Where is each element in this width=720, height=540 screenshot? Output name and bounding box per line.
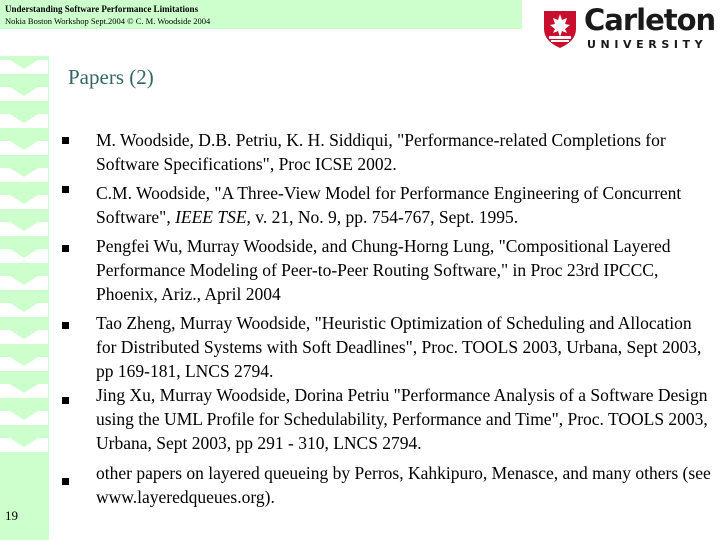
list-item — [62, 311, 714, 383]
bullet-icon — [62, 137, 69, 144]
slide-title: Papers (2) — [68, 65, 154, 89]
arrow-pattern — [0, 56, 49, 476]
list-item — [62, 181, 714, 229]
logo-name: Carleton — [584, 3, 716, 37]
list-item — [62, 461, 714, 509]
arrow-mark — [24, 276, 48, 290]
paper-text-before: C.M. Woodside, "A Three-View Model for Performance Engineering of Concurrent Software", — [96, 183, 682, 227]
bullet-icon — [62, 186, 69, 193]
arrow-mark — [24, 222, 48, 236]
logo-university: UNIVERSITY — [587, 38, 708, 51]
arrow-mark — [24, 60, 48, 74]
arrow-mark — [0, 195, 24, 209]
arrow-mark — [24, 168, 48, 182]
paper-text: other papers on layered queueing by Perros, Kahkipuro, Menasce, and many others (see www.layeredqueues.org). — [96, 463, 711, 507]
arrow-mark — [0, 168, 24, 182]
paper-list — [62, 128, 714, 514]
list-item — [62, 128, 714, 176]
arrow-mark — [24, 330, 48, 344]
header-subtitle: Nokia Boston Workshop Sept.2004 © C. M. Woodside 2004 — [5, 16, 211, 26]
arrow-mark — [0, 114, 24, 128]
shield-icon — [542, 9, 578, 49]
left-decoration-bar — [0, 56, 49, 540]
arrow-mark — [0, 87, 24, 101]
paper-text: Jing Xu, Murray Woodside, Dorina Petriu "Performance Analysis of a Software Design using the UML Profile for Schedulability, Performance and Time", Proc. TOOLS 2003, Urbana, Sept 2003, pp 291 - 310, LNCS 2794. — [96, 385, 708, 453]
arrow-mark — [24, 438, 48, 452]
arrow-mark — [0, 411, 24, 425]
arrow-mark — [0, 222, 24, 236]
paper-text: M. Woodside, D.B. Petriu, K. H. Siddiqui, "Performance-related Completions for Software Specifications", Proc ICSE 2002. — [96, 130, 666, 174]
arrow-mark — [24, 411, 48, 425]
header-band — [0, 0, 522, 29]
journal-name: IEEE TSE — [175, 207, 247, 227]
arrow-mark — [0, 141, 24, 155]
bullet-icon — [62, 322, 69, 329]
paper-text: Tao Zheng, Murray Woodside, "Heuristic Optimization of Scheduling and Allocation for Distributed Systems with Soft Deadlines", Proc. TOOLS 2003, Urbana, Sept 2003, pp 169-181, LNCS 2794. — [96, 313, 702, 381]
carleton-logo — [540, 3, 716, 54]
arrow-mark — [24, 384, 48, 398]
arrow-mark — [24, 303, 48, 317]
arrow-mark — [24, 87, 48, 101]
arrow-mark — [0, 384, 24, 398]
list-item — [62, 234, 714, 306]
page-number: 19 — [5, 508, 18, 523]
paper-text-after: , v. 21, No. 9, pp. 754-767, Sept. 1995. — [246, 207, 519, 227]
paper-text: Pengfei Wu, Murray Woodside, and Chung-Horng Lung, "Compositional Layered Performance Modeling of Peer-to-Peer Routing Software," in Proc 23rd IPCCC, Phoenix, Ariz., April 2004 — [96, 236, 671, 304]
arrow-mark — [0, 330, 24, 344]
arrow-mark — [0, 303, 24, 317]
bullet-icon — [62, 478, 69, 485]
arrow-mark — [0, 249, 24, 263]
bullet-icon — [62, 397, 69, 404]
bullet-icon — [62, 245, 69, 252]
header-title: Understanding Software Performance Limitations — [5, 4, 199, 14]
arrow-mark — [0, 357, 24, 371]
arrow-mark — [24, 357, 48, 371]
arrow-mark — [24, 141, 48, 155]
arrow-mark — [0, 276, 24, 290]
arrow-mark — [0, 60, 24, 74]
arrow-mark — [24, 249, 48, 263]
list-item — [62, 383, 714, 455]
arrow-mark — [0, 438, 24, 452]
arrow-mark — [24, 114, 48, 128]
arrow-mark — [24, 195, 48, 209]
